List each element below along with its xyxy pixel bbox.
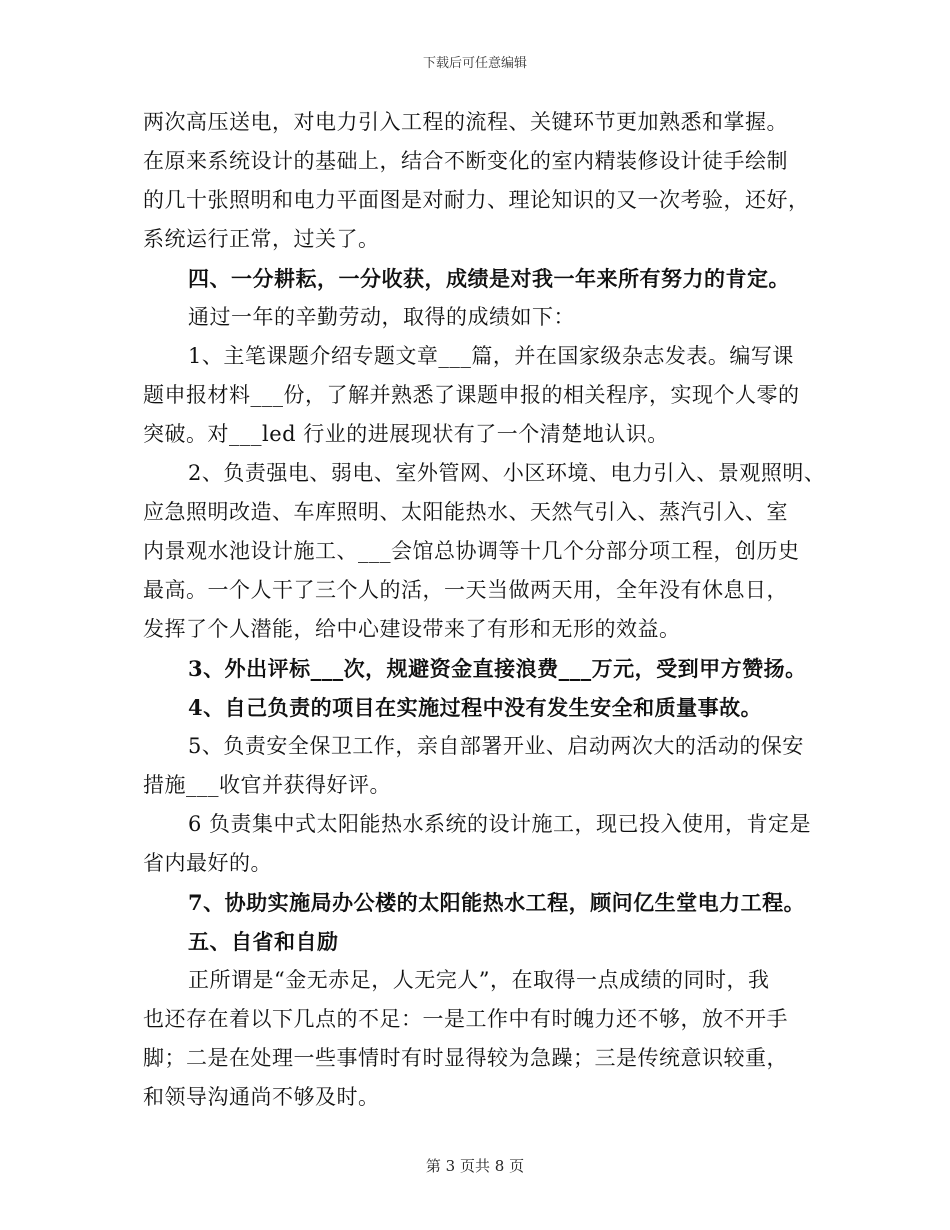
text-line: 2、负责强电、弱电、室外管网、小区环境、电力引入、景观照明、 xyxy=(188,461,826,485)
text-line: 也还存在着以下几点的不足：一是工作中有时魄力还不够，放不开手 xyxy=(143,1007,788,1031)
text-line: 通过一年的辛勤劳动，取得的成绩如下： xyxy=(188,305,575,329)
text-line: 内景观水池设计施工、___会馆总协调等十几个分部分项工程，创历史 xyxy=(143,539,800,563)
document-body xyxy=(143,103,826,1117)
text-line: 4、自己负责的项目在实施过程中没有发生安全和质量事故。 xyxy=(188,695,763,720)
text-line: 脚；二是在处理一些事情时有时显得较为急躁；三是传统意识较重， xyxy=(143,1046,788,1070)
page-number: 第 3 页共 8 页 xyxy=(425,1157,525,1175)
text-line: 应急照明改造、车库照明、太阳能热水、天然气引入、蒸汽引入、室 xyxy=(143,500,788,524)
text-line: 措施___收官并获得好评。 xyxy=(143,773,391,797)
text-line: 5、负责安全保卫工作，亲自部署开业、启动两次大的活动的保安 xyxy=(188,734,804,758)
text-line: 五、自省和自励 xyxy=(188,929,339,954)
text-line: 的几十张照明和电力平面图是对耐力、理论知识的又一次考验，还好， xyxy=(143,188,810,212)
text-line: 7、协助实施局办公楼的太阳能热水工程，顾问亿生堂电力工程。 xyxy=(188,890,806,915)
page-header: 下载后可任意编辑 xyxy=(422,56,527,71)
text-line: 突破。对___led 行业的进展现状有了一个清楚地认识。 xyxy=(143,422,669,446)
text-line: 题申报材料___份，了解并熟悉了课题申报的相关程序，实现个人零的 xyxy=(143,383,800,407)
text-line: 和领导沟通尚不够及时。 xyxy=(143,1085,380,1109)
text-line: 系统运行正常，过关了。 xyxy=(143,227,380,251)
text-line: 四、一分耕耘，一分收获，成绩是对我一年来所有努力的肯定。 xyxy=(188,266,790,291)
text-line: 最高。一个人干了三个人的活，一天当做两天用，全年没有休息日， xyxy=(143,578,788,602)
text-line: 在原来系统设计的基础上，结合不断变化的室内精装修设计徒手绘制 xyxy=(143,149,788,173)
text-line: 两次高压送电，对电力引入工程的流程、关键环节更加熟悉和掌握。 xyxy=(143,110,788,134)
text-line: 正所谓是“金无赤足，人无完人”，在取得一点成绩的同时，我 xyxy=(188,968,770,992)
text-line: 省内最好的。 xyxy=(143,851,272,875)
text-line: 发挥了个人潜能，给中心建设带来了有形和无形的效益。 xyxy=(143,617,681,641)
text-line: 6 负责集中式太阳能热水系统的设计施工，现已投入使用，肯定是 xyxy=(188,812,812,836)
text-line: 3、外出评标___次，规避资金直接浪费___万元，受到甲方赞扬。 xyxy=(188,656,807,681)
text-line: 1、主笔课题介绍专题文章___篇，并在国家级杂志发表。编写课 xyxy=(188,344,794,368)
